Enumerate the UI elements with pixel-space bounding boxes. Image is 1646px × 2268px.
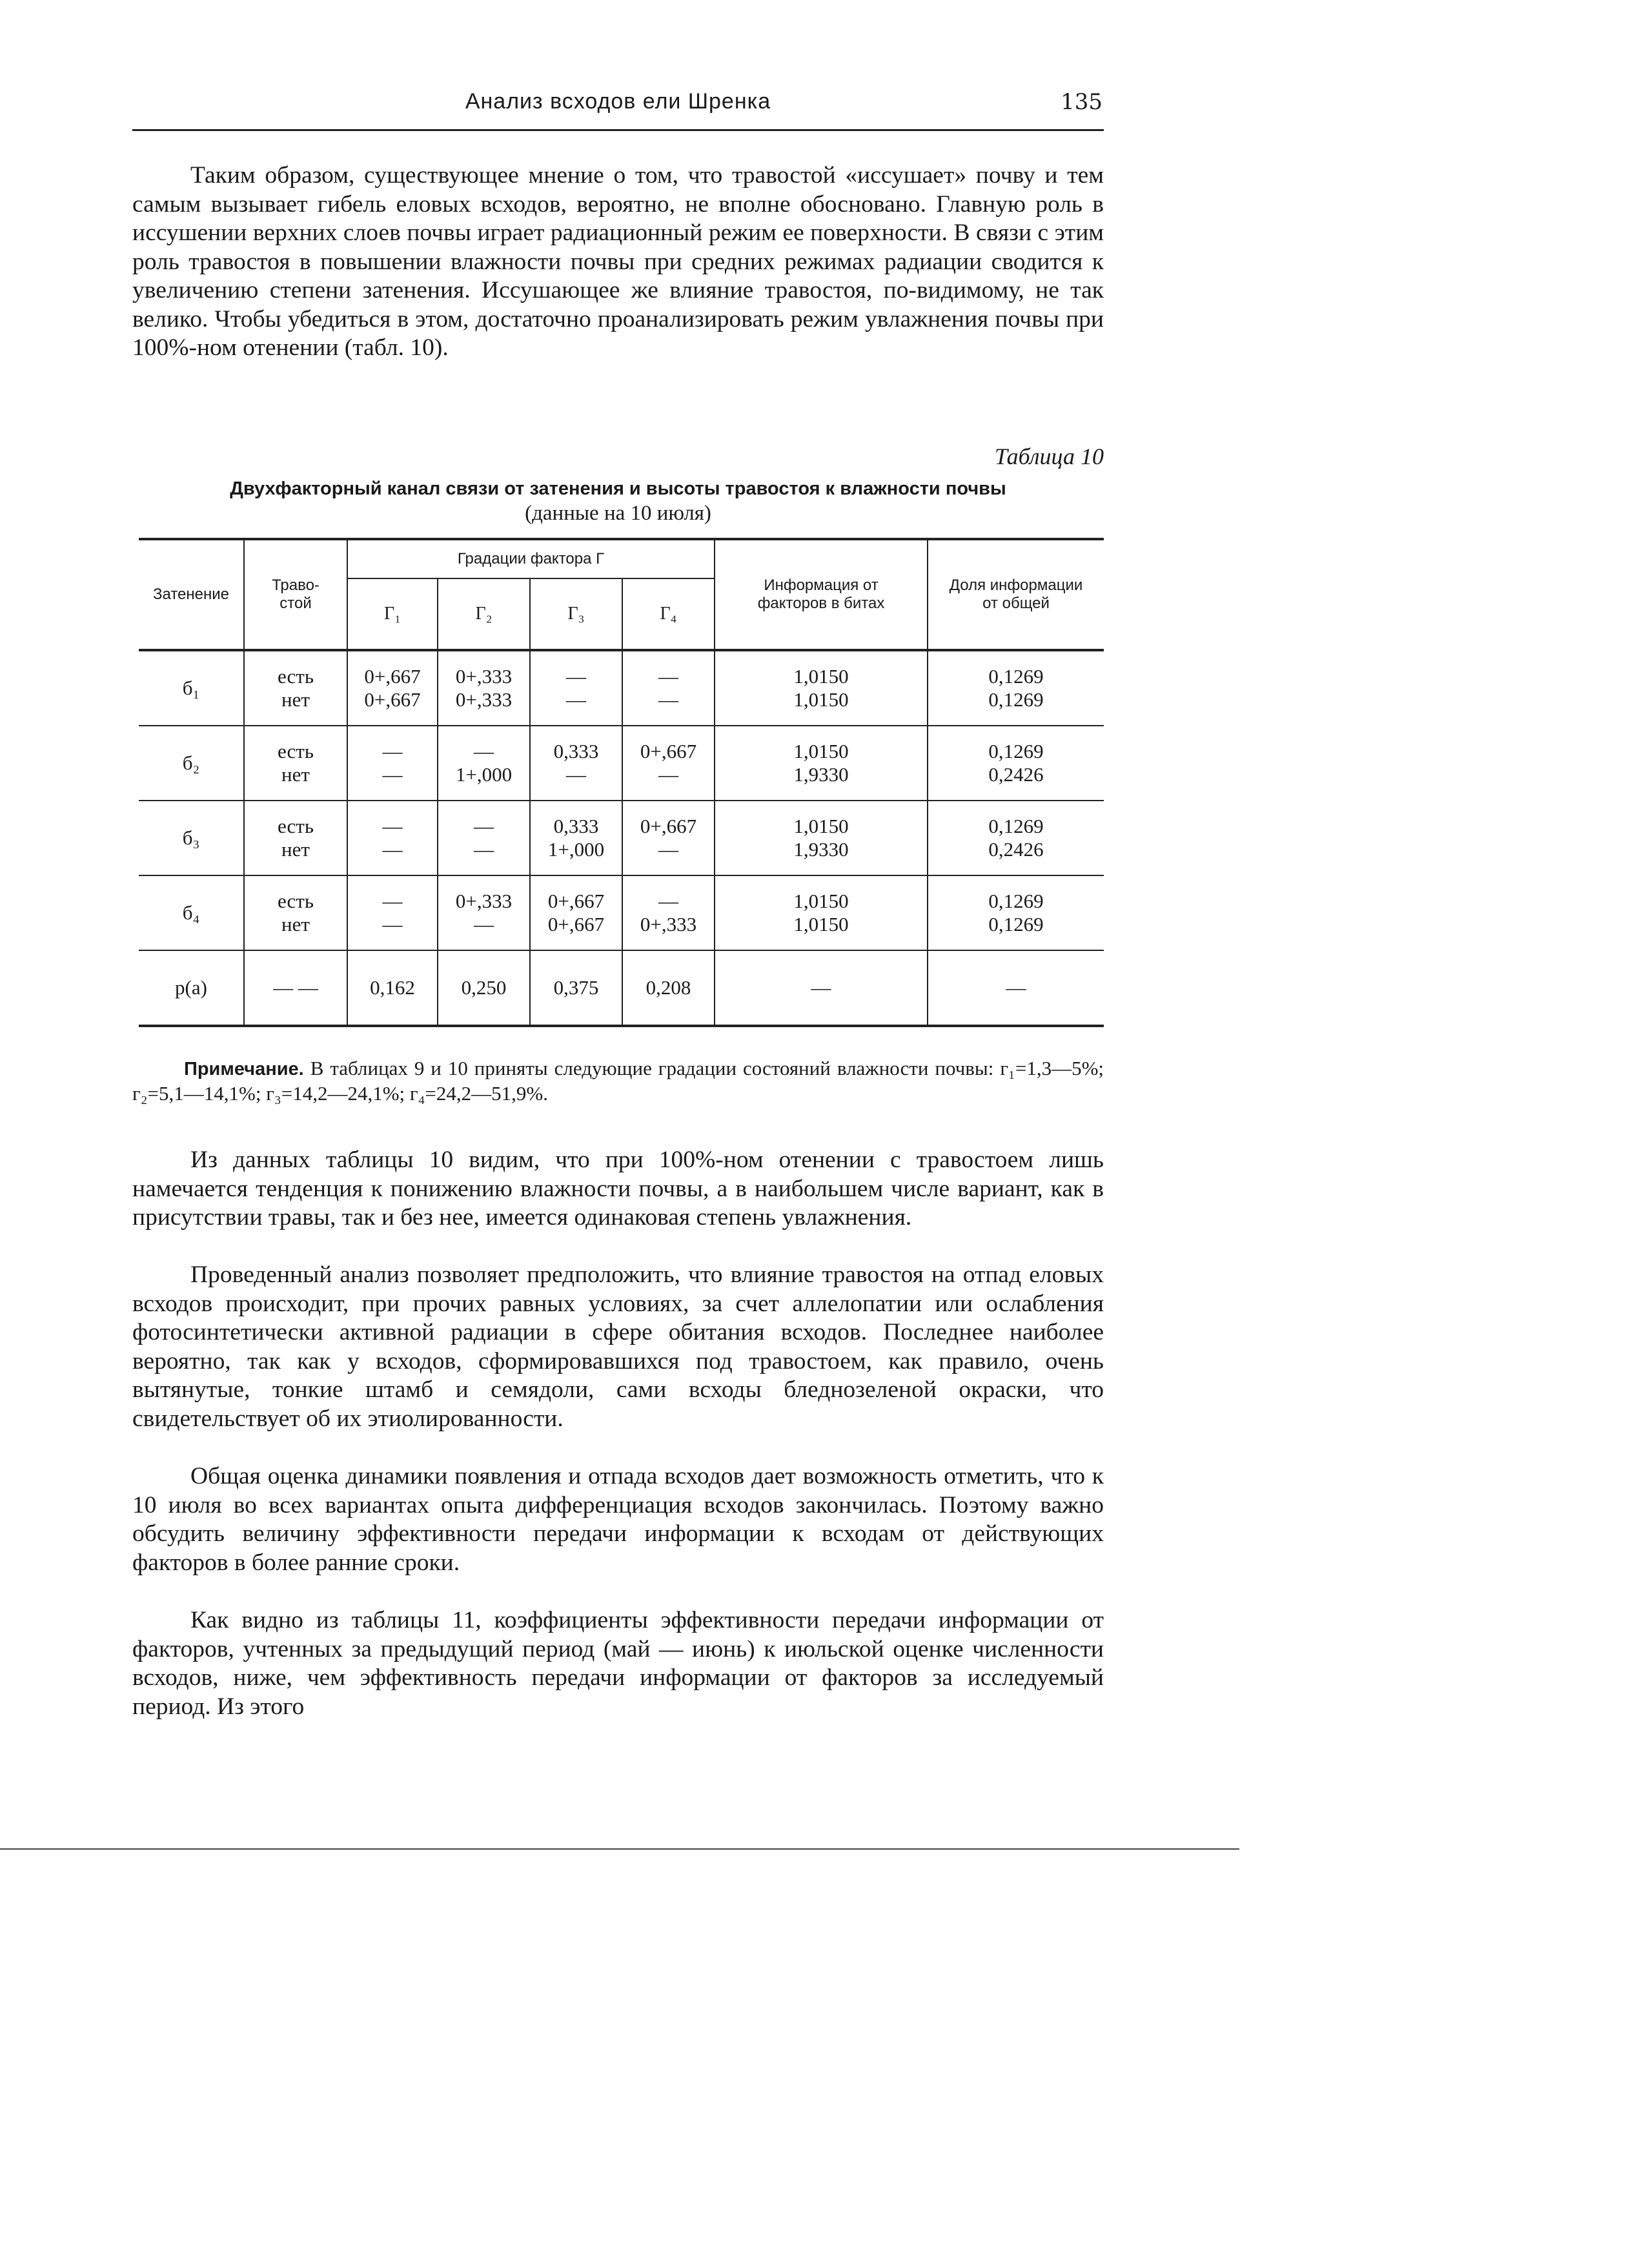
cell-g1: — — [347, 726, 438, 801]
col-header-g3: Г₃ [530, 578, 622, 650]
col-header-g1: Г₁ [347, 578, 438, 650]
cell-g3: — — [530, 650, 622, 726]
cell-p-g4: 0,208 [622, 950, 715, 1026]
note-label: Примечание. [184, 1059, 304, 1079]
paragraph-analysis-4: Как видно из таблицы 11, коэффициенты эффективности передачи информации от факторов, учтенных за предыдущий период (май — июнь) к июльской оценке численности всходов, ниже, чем эффективность передачи информации от факторов за исследуемый период. Из этого [132, 1607, 1104, 1720]
cell-info: 1,0150 1,9330 [715, 726, 928, 801]
cell-share: 0,1269 0,1269 [928, 650, 1104, 726]
col-header-grass: Траво- стой [244, 539, 347, 650]
table-note [132, 1056, 1104, 1106]
cell-grass: есть нет [244, 875, 347, 950]
cell-info: 1,0150 1,0150 [715, 650, 928, 726]
cell-shading: б₂ [139, 726, 244, 801]
cell-grass: есть нет [244, 801, 347, 875]
cell-p-g2: 0,250 [438, 950, 530, 1026]
table-row [139, 801, 1104, 875]
cell-g2: — 1+,000 [438, 726, 530, 801]
table-row-probability [139, 950, 1104, 1026]
cell-g4: 0+,667 — [622, 726, 715, 801]
cell-p-g3: 0,375 [530, 950, 622, 1026]
table-label: Таблица 10 [994, 444, 1104, 469]
cell-g3: 0,333 — [530, 726, 622, 801]
cell-p-info: — [715, 950, 928, 1026]
table-caption-sub: (данные на 10 июля) [525, 502, 711, 525]
cell-g3: 0+,667 0+,667 [530, 875, 622, 950]
paragraph-analysis-2: Проведенный анализ позволяет предположить, что влияние травостоя на отпад еловых всходов происходит, при прочих равных условиях, за счет аллелопатии или ослабления фотосинтетически активной радиации в сфере обитания всходов. Последнее наиболее вероятно, так как у всходов, сформировавшихся под травостоем, как правило, очень вытянутые, тонкие штамб и семядоли, сами всходы бледнозеленой окраски, что свидетельствует об их этиолированности. [132, 1262, 1104, 1432]
cell-g3: 0,333 1+,000 [530, 801, 622, 875]
table-row [139, 650, 1104, 726]
page-number: 135 [1061, 89, 1102, 115]
col-header-share: Доля информации от общей [928, 539, 1104, 650]
table-row [139, 875, 1104, 950]
scan-edge-line [0, 1848, 1239, 1850]
table-row [139, 726, 1104, 801]
cell-g1: — — [347, 801, 438, 875]
table-caption [132, 476, 1104, 526]
cell-info: 1,0150 1,0150 [715, 875, 928, 950]
cell-g1: — — [347, 875, 438, 950]
data-table [139, 538, 1104, 1027]
cell-p-label: р(а) [139, 950, 244, 1026]
paragraph-analysis-3: Общая оценка динамики появления и отпада всходов дает возможность отметить, что к 10 июля во всех вариантах опыта дифференциация всходов закончилась. Поэтому важно обсудить величину эффективности передачи информации к всходам от действующих факторов в более ранние сроки. [132, 1463, 1104, 1576]
cell-share: 0,1269 0,1269 [928, 875, 1104, 950]
paragraph-intro: Таким образом, существующее мнение о том, что травостой «иссушает» почву и тем самым вызывает гибель еловых всходов, вероятно, не вполне обосновано. Главную роль в иссушении верхних слоев почвы играет радиационный режим ее поверхности. В связи с этим роль травостоя в повышении влажности почвы при средних режимах радиации сводится к увеличению степени затенения. Иссушающее же влияние травостоя, по-видимому, не так велико. Чтобы убедиться в этом, достаточно проанализировать режим увлажнения почвы при 100%-ном отенении (табл. 10). [132, 162, 1104, 361]
cell-share: 0,1269 0,2426 [928, 801, 1104, 875]
cell-shading: б₁ [139, 650, 244, 726]
col-header-shading: Затенение [139, 539, 244, 650]
note-text: В таблицах 9 и 10 приняты следующие градации состояний влажности почвы: г₁=1,3—5%; г₂=5,1—14,1%; г₃=14,2—24,1%; г₄=24,2—51,9%. [132, 1057, 1104, 1105]
header-rule [132, 129, 1104, 131]
cell-p-share: — [928, 950, 1104, 1026]
table-caption-main: Двухфакторный канал связи от затенения и высоты травостоя к влажности почвы [230, 478, 1006, 499]
cell-info: 1,0150 1,9330 [715, 801, 928, 875]
col-header-info: Информация от факторов в битах [715, 539, 928, 650]
cell-g4: 0+,667 — [622, 801, 715, 875]
running-head [132, 89, 1104, 128]
col-header-g4: Г₄ [622, 578, 715, 650]
paragraph-analysis-1: Из данных таблицы 10 видим, что при 100%-ном отенении с травостоем лишь намечается тенденция к понижению влажности почвы, а в наибольшем числе вариант, как в присутствии травы, так и без нее, имеется одинаковая степень увлажнения. [132, 1147, 1104, 1231]
cell-p-g1: 0,162 [347, 950, 438, 1026]
col-header-gradations: Градации фактора Г [347, 539, 715, 578]
col-header-g2: Г₂ [438, 578, 530, 650]
cell-share: 0,1269 0,2426 [928, 726, 1104, 801]
running-title: Анализ всходов ели Шренка [465, 89, 771, 114]
cell-g2: 0+,333 0+,333 [438, 650, 530, 726]
cell-grass: есть нет [244, 726, 347, 801]
cell-p-grass: — — [244, 950, 347, 1026]
cell-g4: — 0+,333 [622, 875, 715, 950]
cell-shading: б₃ [139, 801, 244, 875]
cell-g4: — — [622, 650, 715, 726]
cell-g2: 0+,333 — [438, 875, 530, 950]
cell-shading: б₄ [139, 875, 244, 950]
cell-g2: — — [438, 801, 530, 875]
cell-grass: есть нет [244, 650, 347, 726]
cell-g1: 0+,667 0+,667 [347, 650, 438, 726]
